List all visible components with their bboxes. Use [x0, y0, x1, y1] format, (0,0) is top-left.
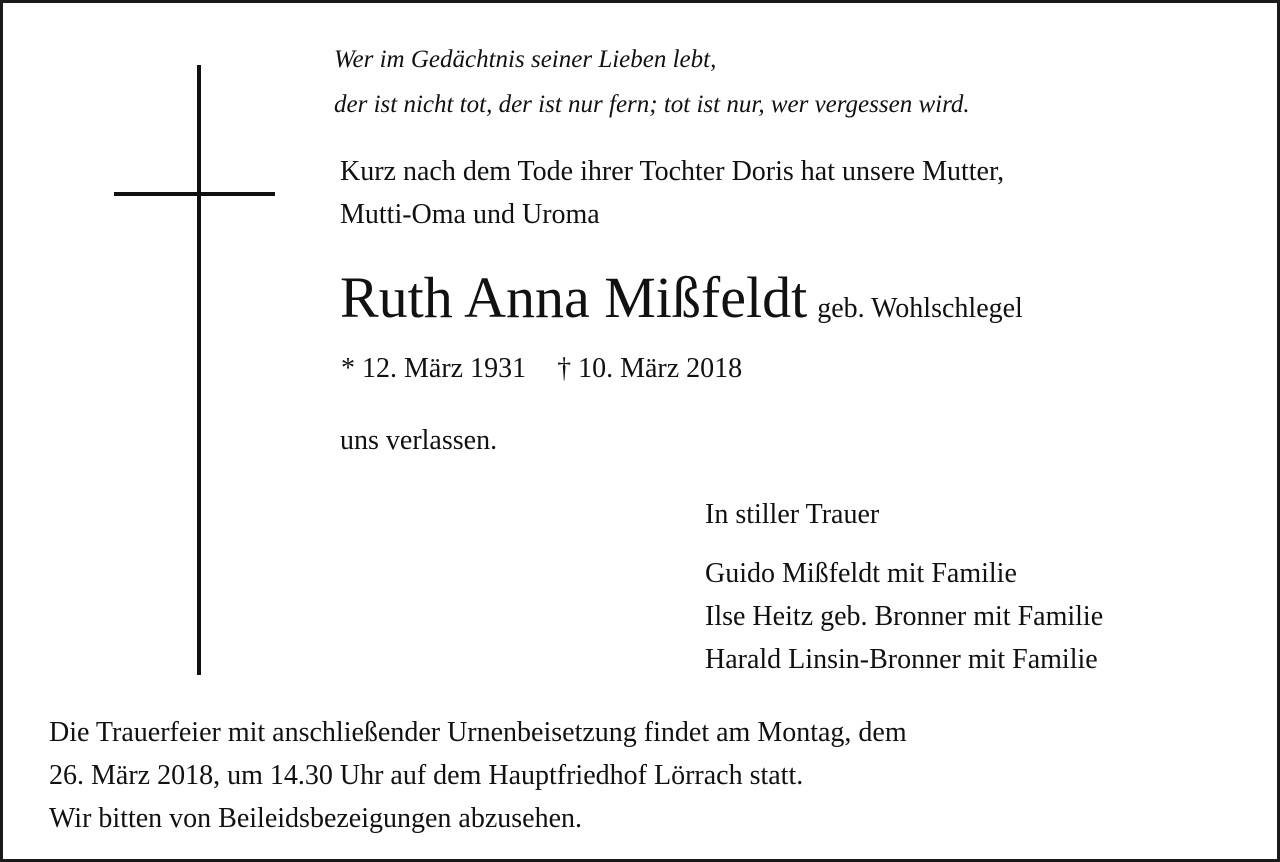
- memorial-quote: [334, 37, 970, 127]
- deceased-name: Ruth Anna Mißfeldt: [340, 265, 808, 330]
- intro-text: [340, 150, 1004, 236]
- funeral-line: Wir bitten von Beileidsbezeigungen abzusehen.: [49, 803, 583, 834]
- funeral-notice: [49, 711, 907, 840]
- deceased-name-line: [340, 263, 1023, 333]
- intro-line: Mutti-Oma und Uroma: [340, 199, 600, 230]
- mourners-list: [705, 552, 1103, 681]
- quote-line: der ist nicht tot, der ist nur fern; tot ist nur, wer vergessen wird.: [334, 91, 970, 118]
- funeral-line: 26. März 2018, um 14.30 Uhr auf dem Hauptfriedhof Lörrach statt.: [49, 760, 804, 791]
- mourner-name: Ilse Heitz geb. Bronner mit Familie: [705, 601, 1104, 632]
- mourner-name: Harald Linsin-Bronner mit Familie: [705, 644, 1098, 675]
- mourning-heading: In stiller Trauer: [705, 499, 880, 530]
- funeral-line: Die Trauerfeier mit anschließender Urnenbeisetzung findet am Montag, dem: [49, 717, 907, 748]
- birth-date: * 12. März 1931: [341, 353, 527, 384]
- life-dates: [341, 349, 742, 389]
- quote-line: Wer im Gedächtnis seiner Lieben lebt,: [334, 46, 717, 73]
- maiden-name: geb. Wohlschlegel: [817, 293, 1023, 324]
- intro-line: Kurz nach dem Tode ihrer Tochter Doris hat unsere Mutter,: [340, 156, 1005, 187]
- death-date: † 10. März 2018: [557, 353, 743, 384]
- mourner-name: Guido Mißfeldt mit Familie: [705, 558, 1017, 589]
- cross-vertical-bar: [197, 65, 201, 675]
- closing-text: uns verlassen.: [340, 425, 498, 456]
- cross-horizontal-bar: [114, 192, 275, 196]
